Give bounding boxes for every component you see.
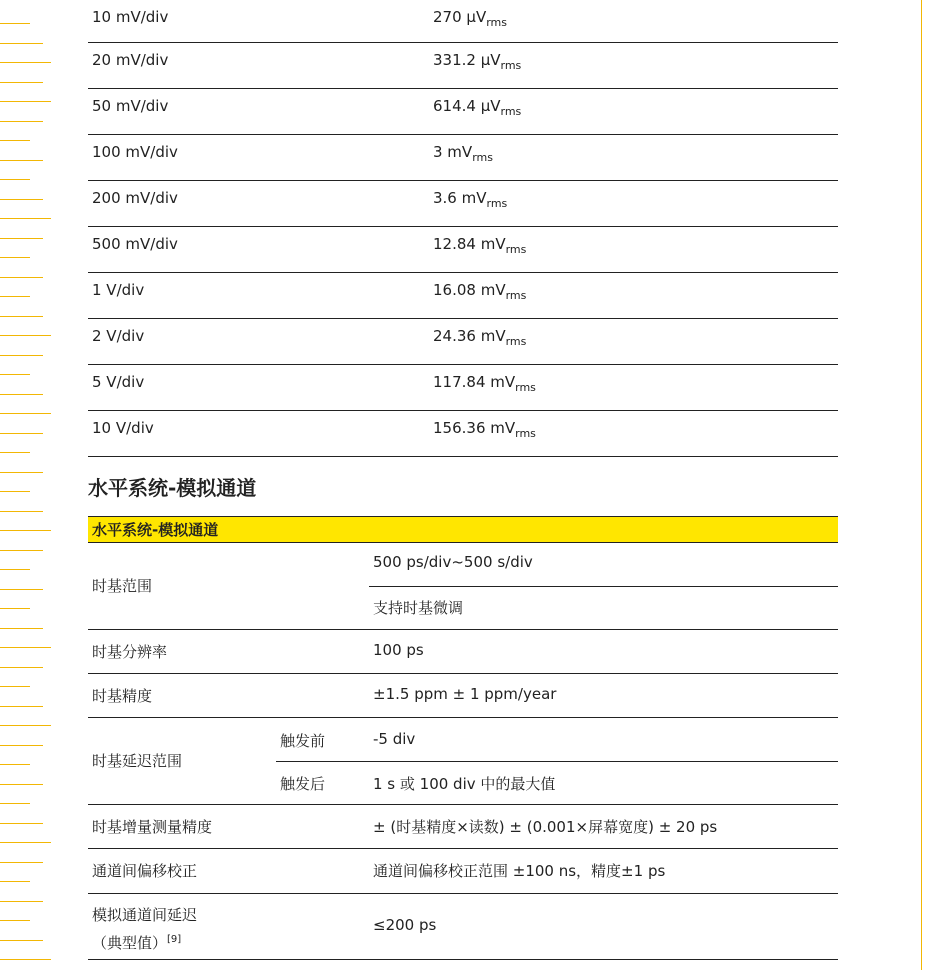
row-label: 时基延迟范围 xyxy=(92,752,183,770)
noise-cell: 117.84 $mV_{rms}$ xyxy=(433,373,536,394)
table-row xyxy=(88,181,838,227)
row-value: 通道间偏移校正范围 ±100 ns，精度±1 ps xyxy=(373,862,666,880)
scale-cell: 10 V/div xyxy=(92,419,154,437)
row-value: ≤200 ps xyxy=(373,916,437,934)
row-label: 模拟通道间延迟 xyxy=(92,906,198,924)
table-row xyxy=(88,0,838,43)
row-value: 500 ps/div~500 s/div xyxy=(373,553,533,571)
table-row-timebase-delay xyxy=(88,718,838,805)
table-row xyxy=(88,365,838,411)
row-value: 100 ps xyxy=(373,641,424,659)
table-row-delta-time xyxy=(88,805,838,849)
noise-cell: 12.84 $mV_{rms}$ xyxy=(433,235,527,256)
table-row-timebase-range xyxy=(88,543,838,630)
table-row-timebase-resolution xyxy=(88,630,838,674)
row-value: ±1.5 ppm ± 1 ppm/year xyxy=(373,685,557,703)
row-label: 时基范围 xyxy=(92,577,153,595)
table-row xyxy=(88,227,838,273)
row-label: 时基分辨率 xyxy=(92,643,168,661)
noise-cell: 270 $\mu V_{rms}$ xyxy=(433,8,507,29)
table-row-delay xyxy=(88,894,838,960)
section-title: 水平系统-模拟通道 xyxy=(88,476,257,500)
noise-cell: 16.08 $mV_{rms}$ xyxy=(433,281,527,302)
row-label-sub: （典型值）[9] xyxy=(92,934,182,952)
noise-cell: 24.36 $mV_{rms}$ xyxy=(433,327,527,348)
table-row-timebase-accuracy xyxy=(88,674,838,718)
noise-cell: 3 $mV_{rms}$ xyxy=(433,143,493,164)
row-value: ± (时基精度×读数) ± (0.001×屏幕宽度) ± 20 ps xyxy=(373,818,718,836)
footnote-ref: [9] xyxy=(167,934,182,945)
row-value: 支持时基微调 xyxy=(373,599,464,617)
noise-cell: 3.6 $mV_{rms}$ xyxy=(433,189,508,210)
table-row xyxy=(88,411,838,457)
inner-divider xyxy=(369,586,838,587)
row-value: -5 div xyxy=(373,730,416,748)
margin-decoration xyxy=(0,0,60,970)
scale-cell: 5 V/div xyxy=(92,373,145,391)
table-row xyxy=(88,43,838,89)
scale-cell: 200 mV/div xyxy=(92,189,178,207)
pre-trigger-label: 触发前 xyxy=(280,732,326,750)
scale-cell: 50 mV/div xyxy=(92,97,169,115)
scale-cell: 1 V/div xyxy=(92,281,145,299)
right-margin-line xyxy=(921,0,922,970)
noise-cell: 331.2 $\mu V_{rms}$ xyxy=(433,51,522,72)
table-row-skew xyxy=(88,849,838,894)
horizontal-system-table xyxy=(88,516,838,960)
scale-cell: 2 V/div xyxy=(92,327,145,345)
inner-divider xyxy=(276,761,838,762)
table-row xyxy=(88,89,838,135)
noise-cell: 614.4 $\mu V_{rms}$ xyxy=(433,97,522,118)
post-trigger-label: 触发后 xyxy=(280,775,326,793)
row-label: 时基精度 xyxy=(92,687,153,705)
noise-table xyxy=(88,0,838,457)
noise-cell: 156.36 $mV_{rms}$ xyxy=(433,419,536,440)
table-row xyxy=(88,273,838,319)
table-header: 水平系统-模拟通道 xyxy=(88,516,838,543)
scale-cell: 500 mV/div xyxy=(92,235,178,253)
scale-cell: 10 mV/div xyxy=(92,8,169,26)
scale-cell: 20 mV/div xyxy=(92,51,169,69)
row-label: 通道间偏移校正 xyxy=(92,862,198,880)
row-value: 1 s 或 100 div 中的最大值 xyxy=(373,775,556,793)
row-label: 时基增量测量精度 xyxy=(92,818,213,836)
table-row xyxy=(88,135,838,181)
table-row xyxy=(88,319,838,365)
scale-cell: 100 mV/div xyxy=(92,143,178,161)
